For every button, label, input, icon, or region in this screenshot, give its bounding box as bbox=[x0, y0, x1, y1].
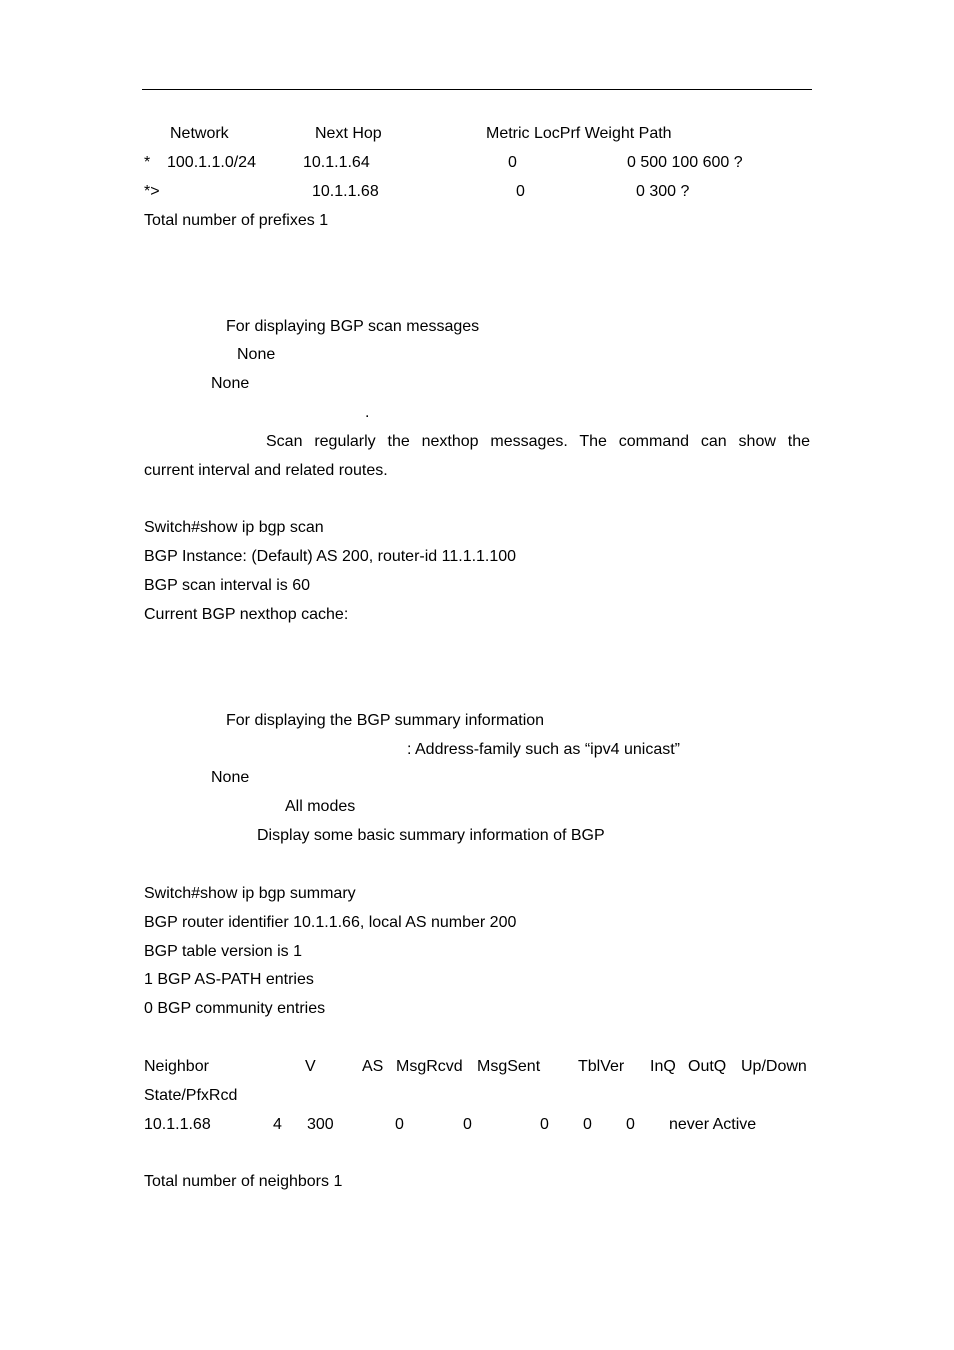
neighbor-header-msgsent: MsgSent bbox=[477, 1058, 541, 1075]
neighbor-cell-as: 300 bbox=[307, 1116, 334, 1133]
scan-usage-first-line: Scan regularly the nexthop messages. The command can show the bbox=[266, 433, 810, 450]
row-weight-path: 0 300 ? bbox=[636, 183, 690, 200]
neighbor-header-inq: InQ bbox=[650, 1058, 676, 1075]
row-status: *> bbox=[144, 183, 160, 200]
row-metric: 0 bbox=[516, 183, 525, 200]
scan-mode-dot: . bbox=[365, 404, 370, 421]
scan-example-line: BGP scan interval is 60 bbox=[144, 577, 311, 594]
neighbor-cell-v: 4 bbox=[273, 1116, 282, 1133]
summary-usage: Display some basic summary information of BGP bbox=[257, 827, 605, 844]
neighbor-header-as: AS bbox=[362, 1058, 384, 1075]
row-network: 100.1.1.0/24 bbox=[167, 154, 256, 171]
neighbor-header-state: State/PfxRcd bbox=[144, 1087, 238, 1104]
neighbor-cell-tblver: 0 bbox=[540, 1116, 549, 1133]
neighbor-header-tblver: TblVer bbox=[578, 1058, 625, 1075]
neighbor-cell-outq: 0 bbox=[626, 1116, 635, 1133]
scan-example-line: Switch#show ip bgp scan bbox=[144, 519, 324, 536]
scan-function: For displaying BGP scan messages bbox=[226, 318, 480, 335]
neighbor-cell-address: 10.1.1.68 bbox=[144, 1116, 211, 1133]
neighbor-cell-state: never Active bbox=[669, 1116, 757, 1133]
summary-example-line: Switch#show ip bgp summary bbox=[144, 885, 356, 902]
scan-default: None bbox=[211, 375, 250, 392]
row-weight-path: 0 500 100 600 ? bbox=[627, 154, 743, 171]
neighbor-cell-msgsent: 0 bbox=[463, 1116, 472, 1133]
total-neighbors: Total number of neighbors 1 bbox=[144, 1173, 343, 1190]
col-header-network: Network bbox=[170, 125, 229, 142]
summary-example-line: BGP router identifier 10.1.1.66, local AS number 200 bbox=[144, 914, 517, 931]
summary-example-line: BGP table version is 1 bbox=[144, 943, 303, 960]
neighbor-cell-msgrcvd: 0 bbox=[395, 1116, 404, 1133]
row-status: * bbox=[144, 154, 151, 171]
neighbor-header-msgrcvd: MsgRcvd bbox=[396, 1058, 463, 1075]
neighbor-cell-inq: 0 bbox=[583, 1116, 592, 1133]
row-next-hop: 10.1.1.68 bbox=[312, 183, 379, 200]
neighbor-header-outq: OutQ bbox=[688, 1058, 727, 1075]
scan-example-line: Current BGP nexthop cache: bbox=[144, 606, 349, 623]
scan-parameter: None bbox=[237, 346, 276, 363]
scan-usage-second-line: current interval and related routes. bbox=[144, 462, 388, 479]
scan-example-line: BGP Instance: (Default) AS 200, router-id 11.1.1.100 bbox=[144, 548, 517, 565]
neighbor-header-updown: Up/Down bbox=[741, 1058, 807, 1075]
summary-parameter: : Address-family such as “ipv4 unicast” bbox=[407, 741, 680, 758]
header-rule bbox=[142, 89, 812, 90]
summary-example-line: 1 BGP AS-PATH entries bbox=[144, 971, 314, 988]
col-header-metric-locprf-weight-path: Metric LocPrf Weight Path bbox=[486, 125, 672, 142]
neighbor-header-v: V bbox=[305, 1058, 316, 1075]
total-prefixes: Total number of prefixes 1 bbox=[144, 212, 329, 229]
summary-function: For displaying the BGP summary information bbox=[226, 712, 545, 729]
summary-mode: All modes bbox=[285, 798, 356, 815]
neighbor-header-neighbor: Neighbor bbox=[144, 1058, 209, 1075]
summary-default: None bbox=[211, 769, 250, 786]
row-next-hop: 10.1.1.64 bbox=[303, 154, 370, 171]
row-metric: 0 bbox=[508, 154, 517, 171]
col-header-next-hop: Next Hop bbox=[315, 125, 382, 142]
summary-example-line: 0 BGP community entries bbox=[144, 1000, 326, 1017]
